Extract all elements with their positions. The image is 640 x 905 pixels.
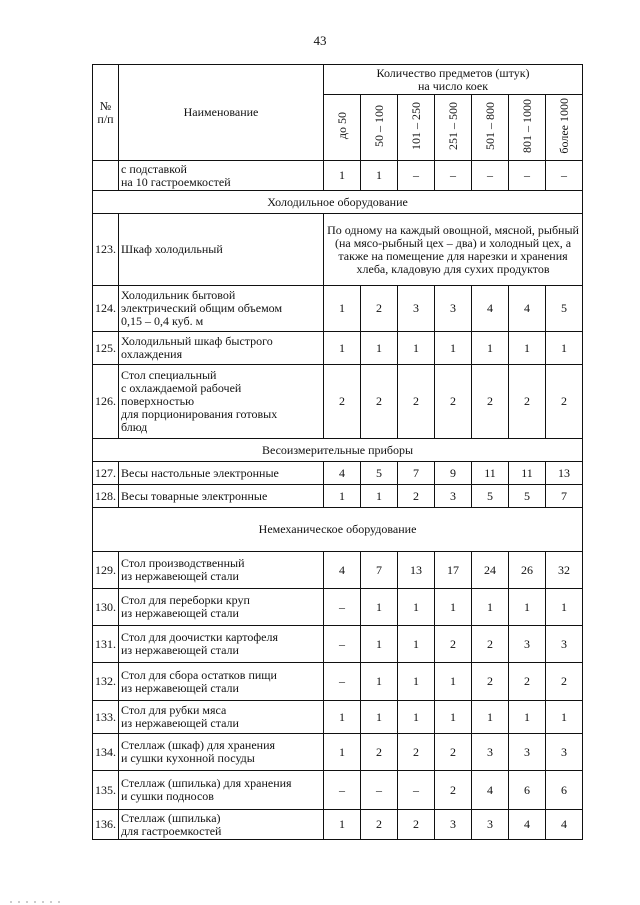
quantity-cell: 3	[435, 485, 472, 508]
header-col-5: 501 – 800	[472, 95, 509, 161]
section-title: Холодильное оборудование	[93, 191, 583, 214]
section-title: Немеханическое оборудование	[93, 508, 583, 552]
quantity-cell: 2	[546, 365, 583, 439]
table-row	[93, 552, 583, 589]
quantity-cell: 1	[398, 589, 435, 626]
quantity-cell: 2	[361, 286, 398, 332]
quantity-cell: 13	[546, 462, 583, 485]
row-number: 123.	[93, 214, 119, 286]
quantity-cell: 24	[472, 552, 509, 589]
quantity-cell: 1	[546, 701, 583, 734]
quantity-cell: 26	[509, 552, 546, 589]
section-row	[93, 508, 583, 552]
quantity-cell: 6	[509, 771, 546, 810]
quantity-cell: 5	[472, 485, 509, 508]
item-name: Весы товарные электронные	[119, 485, 324, 508]
table-row	[93, 462, 583, 485]
row-number: 129.	[93, 552, 119, 589]
table-row	[93, 701, 583, 734]
table-row	[93, 771, 583, 810]
quantity-cell: –	[509, 161, 546, 191]
quantity-cell: 32	[546, 552, 583, 589]
item-note: По одному на каждый овощной, мясной, рыбный (на мясо-рыбный цех – два) и холодный цех, а также на помещение для нарезки и хранения хлеба, кладовую для сухих продуктов	[324, 214, 583, 286]
quantity-cell: 9	[435, 462, 472, 485]
quantity-cell: 1	[435, 332, 472, 365]
row-number: 135.	[93, 771, 119, 810]
header-num: № п/п	[93, 65, 119, 161]
item-name: Стол для доочистки картофеля из нержавеющей стали	[119, 626, 324, 663]
quantity-cell: 2	[546, 663, 583, 701]
quantity-cell: 1	[509, 701, 546, 734]
quantity-cell: 1	[398, 663, 435, 701]
quantity-cell: 2	[398, 485, 435, 508]
quantity-cell: 2	[472, 365, 509, 439]
quantity-cell: 1	[472, 701, 509, 734]
quantity-cell: 1	[324, 332, 361, 365]
quantity-cell: 2	[435, 734, 472, 771]
quantity-cell: 1	[546, 589, 583, 626]
row-number: 131.	[93, 626, 119, 663]
quantity-cell: –	[546, 161, 583, 191]
item-name: Стол для переборки круп из нержавеющей стали	[119, 589, 324, 626]
row-number: 128.	[93, 485, 119, 508]
quantity-cell: 1	[324, 161, 361, 191]
quantity-cell: –	[435, 161, 472, 191]
quantity-cell: –	[324, 589, 361, 626]
row-number: 133.	[93, 701, 119, 734]
quantity-cell: 1	[361, 701, 398, 734]
section-row	[93, 439, 583, 462]
quantity-cell: 7	[361, 552, 398, 589]
quantity-cell: 1	[324, 286, 361, 332]
quantity-cell: –	[472, 161, 509, 191]
quantity-cell: 1	[435, 701, 472, 734]
quantity-cell: 1	[509, 332, 546, 365]
table-row	[93, 485, 583, 508]
table-row	[93, 626, 583, 663]
quantity-cell: 3	[509, 626, 546, 663]
item-name: Стеллаж (шпилька) для хранения и сушки подносов	[119, 771, 324, 810]
quantity-cell: 2	[324, 365, 361, 439]
quantity-cell: 13	[398, 552, 435, 589]
item-name: Стол для рубки мяса из нержавеющей стали	[119, 701, 324, 734]
quantity-cell: 1	[509, 589, 546, 626]
page-number: 43	[313, 33, 327, 48]
table-row	[93, 332, 583, 365]
section-title: Весоизмерительные приборы	[93, 439, 583, 462]
quantity-cell: –	[398, 161, 435, 191]
header-col-2: 50 – 100	[361, 95, 398, 161]
table-row	[93, 589, 583, 626]
table-row	[93, 810, 583, 840]
quantity-cell: 6	[546, 771, 583, 810]
row-number: 130.	[93, 589, 119, 626]
table-body	[93, 161, 583, 840]
quantity-cell: –	[324, 663, 361, 701]
quantity-cell: –	[361, 771, 398, 810]
row-number: 127.	[93, 462, 119, 485]
quantity-cell: 2	[435, 365, 472, 439]
item-name: Весы настольные электронные	[119, 462, 324, 485]
row-number: 132.	[93, 663, 119, 701]
quantity-cell: 1	[435, 589, 472, 626]
quantity-cell: 2	[361, 734, 398, 771]
quantity-cell: 1	[472, 332, 509, 365]
quantity-cell: 4	[324, 552, 361, 589]
quantity-cell: 2	[398, 734, 435, 771]
item-name: с подставкой на 10 гастроемкостей	[119, 161, 324, 191]
quantity-cell: 11	[472, 462, 509, 485]
quantity-cell: 2	[398, 810, 435, 840]
header-col-4: 251 – 500	[435, 95, 472, 161]
quantity-cell: –	[324, 626, 361, 663]
quantity-cell: 1	[361, 663, 398, 701]
quantity-cell: 1	[361, 589, 398, 626]
quantity-cell: 1	[324, 734, 361, 771]
quantity-cell: 3	[509, 734, 546, 771]
quantity-cell: 1	[324, 701, 361, 734]
quantity-cell: 4	[324, 462, 361, 485]
table-row	[93, 734, 583, 771]
quantity-cell: 2	[361, 365, 398, 439]
header-col-6: 801 – 1000	[509, 95, 546, 161]
header-quantity-group: Количество предметов (штук) на число коек	[324, 65, 583, 95]
quantity-cell: 5	[509, 485, 546, 508]
item-name: Стол специальный с охлаждаемой рабочей поверхностью для порционирования готовых блюд	[119, 365, 324, 439]
quantity-cell: 7	[398, 462, 435, 485]
header-col-3: 101 – 250	[398, 95, 435, 161]
quantity-cell: 1	[546, 332, 583, 365]
quantity-cell: 2	[398, 365, 435, 439]
quantity-cell: 3	[435, 286, 472, 332]
quantity-cell: 2	[509, 365, 546, 439]
quantity-cell: 4	[472, 286, 509, 332]
item-name: Стол для сбора остатков пищи из нержавеющей стали	[119, 663, 324, 701]
quantity-cell: 1	[398, 626, 435, 663]
header-name: Наименование	[119, 65, 324, 161]
quantity-cell: 3	[546, 734, 583, 771]
row-number	[93, 161, 119, 191]
quantity-cell: 1	[361, 161, 398, 191]
quantity-cell: 1	[324, 485, 361, 508]
quantity-cell: 3	[398, 286, 435, 332]
table-row	[93, 161, 583, 191]
quantity-cell: 1	[472, 589, 509, 626]
table-row	[93, 214, 583, 286]
quantity-cell: 2	[361, 810, 398, 840]
item-name: Стол производственный из нержавеющей стали	[119, 552, 324, 589]
item-name: Холодильник бытовой электрический общим объемом 0,15 – 0,4 куб. м	[119, 286, 324, 332]
quantity-cell: 1	[324, 810, 361, 840]
row-number: 125.	[93, 332, 119, 365]
table-row	[93, 663, 583, 701]
quantity-cell: 3	[435, 810, 472, 840]
bottom-scan-marks	[0, 899, 640, 905]
quantity-cell: 1	[398, 332, 435, 365]
quantity-cell: 4	[509, 286, 546, 332]
quantity-cell: 2	[435, 626, 472, 663]
quantity-cell: 7	[546, 485, 583, 508]
quantity-cell: 5	[546, 286, 583, 332]
item-name: Холодильный шкаф быстрого охлаждения	[119, 332, 324, 365]
quantity-cell: 3	[472, 734, 509, 771]
table-row	[93, 365, 583, 439]
table-row	[93, 286, 583, 332]
row-number: 136.	[93, 810, 119, 840]
quantity-cell: 2	[472, 663, 509, 701]
quantity-cell: 1	[361, 485, 398, 508]
quantity-cell: –	[398, 771, 435, 810]
row-number: 126.	[93, 365, 119, 439]
row-number: 124.	[93, 286, 119, 332]
item-name: Стеллаж (шкаф) для хранения и сушки кухонной посуды	[119, 734, 324, 771]
quantity-cell: 1	[435, 663, 472, 701]
header-col-1: до 50	[324, 95, 361, 161]
quantity-cell: 3	[546, 626, 583, 663]
quantity-cell: 2	[509, 663, 546, 701]
item-name: Шкаф холодильный	[119, 214, 324, 286]
quantity-cell: –	[324, 771, 361, 810]
equipment-table	[92, 64, 583, 840]
section-row	[93, 191, 583, 214]
quantity-cell: 5	[361, 462, 398, 485]
quantity-cell: 1	[398, 701, 435, 734]
quantity-cell: 4	[509, 810, 546, 840]
row-number: 134.	[93, 734, 119, 771]
header-col-7: более 1000	[546, 95, 583, 161]
quantity-cell: 2	[472, 626, 509, 663]
quantity-cell: 2	[435, 771, 472, 810]
item-name: Стеллаж (шпилька) для гастроемкостей	[119, 810, 324, 840]
quantity-cell: 11	[509, 462, 546, 485]
quantity-cell: 4	[472, 771, 509, 810]
quantity-cell: 1	[361, 626, 398, 663]
quantity-cell: 4	[546, 810, 583, 840]
quantity-cell: 1	[361, 332, 398, 365]
quantity-cell: 3	[472, 810, 509, 840]
quantity-cell: 17	[435, 552, 472, 589]
